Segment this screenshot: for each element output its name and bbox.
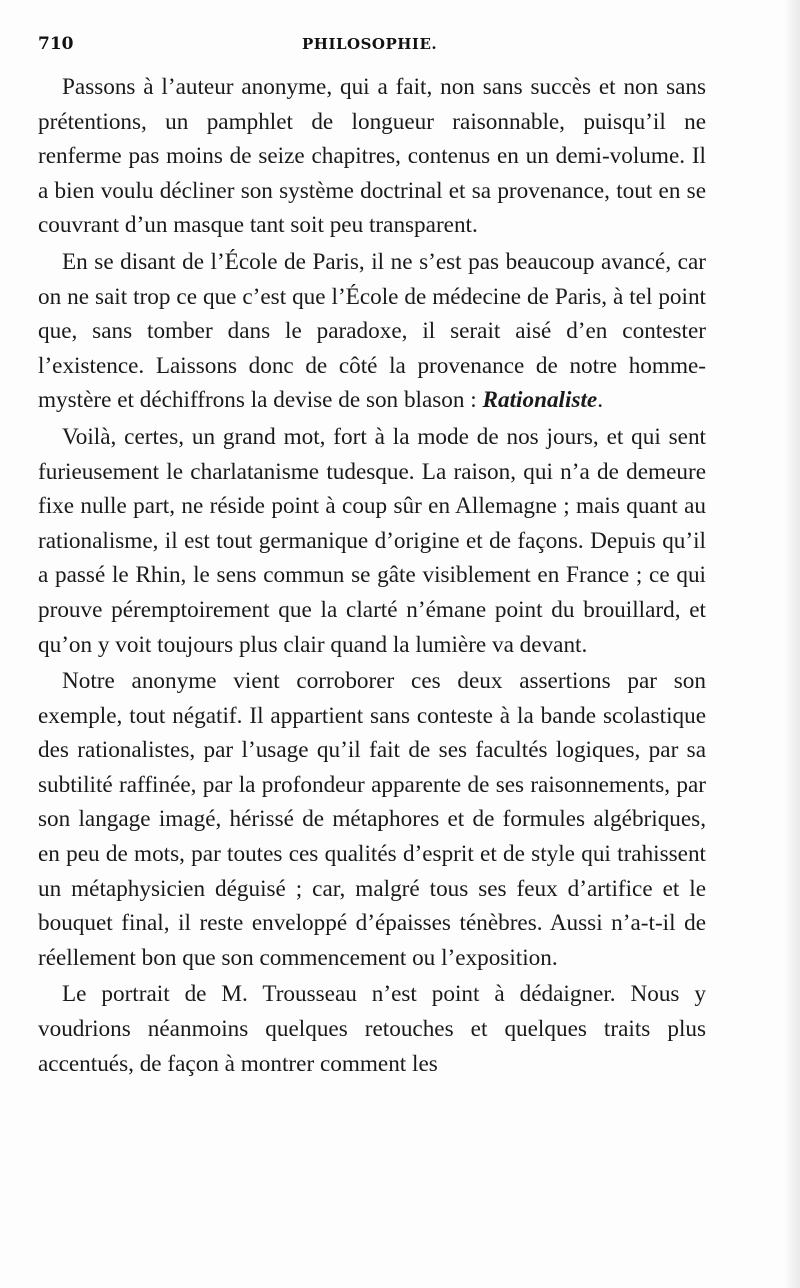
paragraph-2-end: . <box>597 387 603 414</box>
paragraph-1: Passons à l’auteur anonyme, qui a fait, non sans succès et non sans prétentions, un pamphlet de longueur raisonnable, puisqu’il ne renferme pas moins de seize chapitres, contenus en un demi-volume. Il a bien voulu décliner son système doctrinal et sa provenance, tout en se couvrant d’un masque tant soit peu transparent. <box>38 74 706 239</box>
page-number: 710 <box>38 34 74 54</box>
body-text <box>38 70 706 1081</box>
paragraph-2-text: En se disant de l’École de Paris, il ne s’est pas beaucoup avancé, car on ne sait trop ce que c’est que l’École de médecine de Paris, à tel point que, sans tomber dans le paradoxe, il serait aisé d’en contester l’existence. Laissons donc de côté la provenance de notre homme-mystère et déchiffrons la devise de son blason : <box>38 248 706 414</box>
paragraph-4: Notre anonyme vient corroborer ces deux assertions par son exemple, tout négatif. Il appartient sans conteste à la bande scolastique des rationalistes, par l’usage qu’il fait de ses facultés logiques, par sa subtilité raffinée, par la profondeur apparente de ses raisonnements, par son langage imagé, hérissé de métaphores et de formules algébriques, en peu de mots, par toutes ces qualités d’esprit et de style qui trahissent un métaphysicien déguisé ; car, malgré tous ses feux d’artifice et le bouquet final, il reste enveloppé d’épaisses ténèbres. Aussi n’a-t-il de réellement bon que son commencement ou l’exposition. <box>38 668 706 971</box>
paragraph-5: Le portrait de M. Trousseau n’est point à dédaigner. Nous y voudrions néanmoins quelques retouches et quelques traits plus accentués, de façon à montrer comment les <box>38 981 706 1077</box>
paragraph-2 <box>38 245 706 418</box>
page-header <box>38 30 766 58</box>
paragraph-3: Voilà, certes, un grand mot, fort à la mode de nos jours, et qui sent furieusement le charlatanisme tudesque. La raison, qui n’a de demeure fixe nulle part, ne réside point à coup sûr en Allemagne ; mais quant au rationalisme, il est tout germanique d’origine et de façons. Depuis qu’il a passé le Rhin, le sens commun se gâte visiblement en France ; ce qui prouve péremptoirement que la clarté n’émane point du brouillard, et qu’on y voit toujours plus clair quand la lumière va devant. <box>38 423 706 658</box>
running-head: PHILOSOPHIE. <box>302 35 438 53</box>
page-edge-shadow <box>782 0 800 1288</box>
emphasis-rationaliste: Rationaliste <box>482 387 598 414</box>
